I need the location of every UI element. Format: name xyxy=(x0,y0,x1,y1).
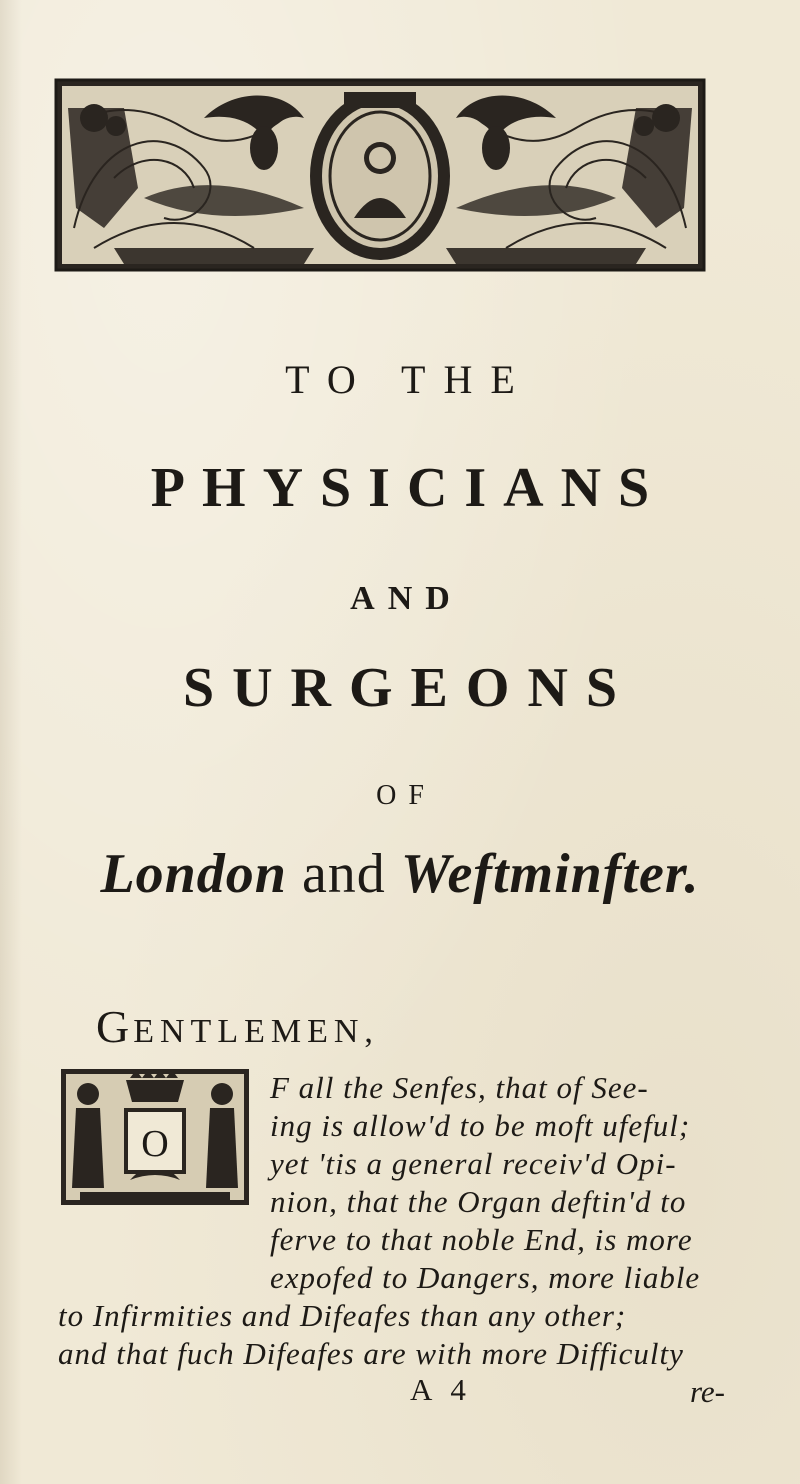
title-physicians: PHYSICIANS xyxy=(150,457,667,519)
title-and: AND xyxy=(350,580,463,617)
body-line-1: F all the Senfes, that of See- xyxy=(270,1070,649,1105)
catchword: re- xyxy=(690,1374,725,1409)
title-of: OF xyxy=(376,780,436,811)
salutation-rest: ENTLEMEN, xyxy=(133,1013,379,1050)
body-line-2: ing is allow'd to be moft ufeful; xyxy=(270,1108,691,1143)
salutation xyxy=(96,1000,379,1053)
page-gutter-shadow xyxy=(0,0,22,1484)
body-line-4: nion, that the Organ deftin'd to xyxy=(270,1184,687,1219)
title-surgeons: SURGEONS xyxy=(182,657,636,719)
title-city xyxy=(0,842,800,906)
salutation-initial: G xyxy=(96,1001,134,1052)
city-westminster: Weftminfter. xyxy=(400,843,700,905)
signature-mark: A 4 xyxy=(410,1372,472,1407)
title-to-the: TO THE xyxy=(285,357,533,402)
ornamental-headpiece xyxy=(54,78,706,272)
city-london: London xyxy=(100,843,287,905)
body-line-7: to Infirmities and Difeafes than any other; xyxy=(58,1298,627,1333)
drop-cap-letter: O xyxy=(141,1123,169,1165)
city-and: and xyxy=(301,843,386,905)
body-line-3: yet 'tis a general receiv'd Opi- xyxy=(270,1146,677,1181)
decorated-initial xyxy=(60,1068,250,1206)
body-line-8: and that fuch Difeafes are with more Difficulty xyxy=(58,1336,684,1371)
body-line-6: expofed to Dangers, more liable xyxy=(270,1260,701,1295)
body-line-5: ferve to that noble End, is more xyxy=(270,1222,693,1257)
